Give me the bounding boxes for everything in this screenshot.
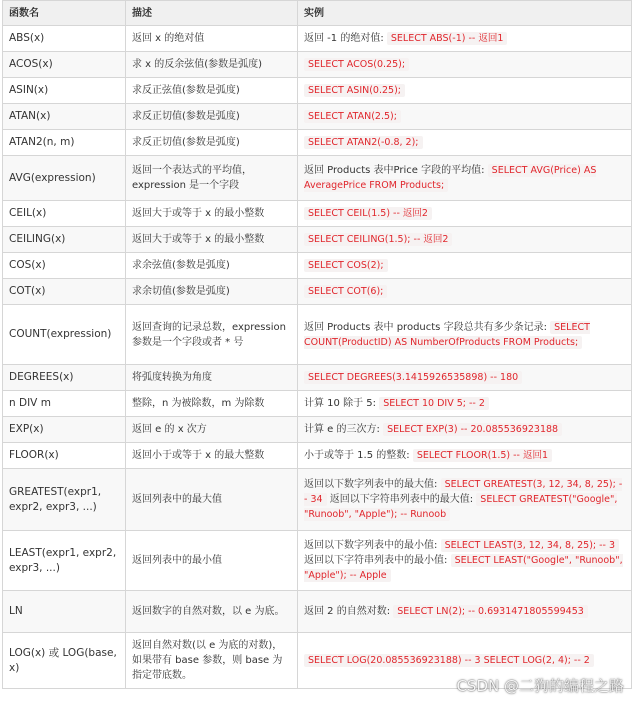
- function-example: [298, 227, 632, 253]
- table-row: [2, 531, 632, 591]
- function-example: [298, 365, 632, 391]
- table-row: [2, 417, 632, 443]
- function-example: [298, 104, 632, 130]
- function-name: GREATEST(expr1, expr2, expr3, ...): [2, 469, 126, 531]
- example-code-2: SELECT GREATEST("Google", "Runoob", "Apple"); -- Runoob: [304, 494, 618, 520]
- table-row: [2, 591, 632, 633]
- table-row: [2, 469, 632, 531]
- example-text: 小于或等于 1.5 的整数:: [304, 450, 410, 461]
- table-row: [2, 78, 632, 104]
- function-description: 返回列表中的最小值: [126, 531, 298, 591]
- function-name: LEAST(expr1, expr2, expr3, ...): [2, 531, 126, 591]
- function-example: [298, 443, 632, 469]
- function-name: CEILING(x): [2, 227, 126, 253]
- table-row: [2, 130, 632, 156]
- table-row: [2, 253, 632, 279]
- function-example: [298, 130, 632, 156]
- function-description: 求反正弦值(参数是弧度): [126, 78, 298, 104]
- function-description: 整除，n 为被除数，m 为除数: [126, 391, 298, 417]
- function-name: n DIV m: [2, 391, 126, 417]
- header-description: 描述: [126, 0, 298, 26]
- example-text-2: 返回以下字符串列表中的最大值:: [326, 494, 474, 505]
- example-text-2: 返回以下字符串列表中的最小值:: [304, 555, 448, 566]
- function-description: 求余切值(参数是弧度): [126, 279, 298, 305]
- function-example: [298, 156, 632, 201]
- table-row: [2, 227, 632, 253]
- table-row: [2, 104, 632, 130]
- example-text: 计算 e 的三次方:: [304, 424, 380, 435]
- function-name: ACOS(x): [2, 52, 126, 78]
- function-example: [298, 253, 632, 279]
- function-name: FLOOR(x): [2, 443, 126, 469]
- function-example: [298, 417, 632, 443]
- example-code: SELECT DEGREES(3.1415926535898) -- 180: [304, 371, 522, 384]
- example-code: SELECT ATAN(2.5);: [304, 110, 401, 123]
- function-example: [298, 531, 632, 591]
- function-description: 返回一个表达式的平均值，expression 是一个字段: [126, 156, 298, 201]
- function-description: 返回大于或等于 x 的最小整数: [126, 201, 298, 227]
- table-row: [2, 365, 632, 391]
- function-example: [298, 279, 632, 305]
- function-name: LN: [2, 591, 126, 633]
- example-code: SELECT CEIL(1.5) -- 返回2: [304, 207, 432, 220]
- example-code: SELECT COUNT(ProductID) AS NumberOfProducts FROM Products;: [304, 321, 590, 348]
- function-example: [298, 391, 632, 417]
- table-row: [2, 156, 632, 201]
- csdn-watermark: CSDN @二狗的编程之路: [456, 677, 624, 695]
- function-name: ATAN(x): [2, 104, 126, 130]
- example-code: SELECT AVG(Price) AS AveragePrice FROM Products;: [304, 165, 597, 191]
- function-description: 返回 x 的绝对值: [126, 26, 298, 52]
- function-example: [298, 591, 632, 633]
- table-row: [2, 443, 632, 469]
- example-code: SELECT EXP(3) -- 20.085536923188: [383, 423, 562, 436]
- function-description: 返回自然对数(以 e 为底的对数)，如果带有 base 参数，则 base 为指定带底数。: [126, 633, 298, 689]
- example-code: SELECT COT(6);: [304, 285, 387, 298]
- example-code: SELECT LEAST(3, 12, 34, 8, 25); -- 3: [441, 539, 619, 552]
- table-row: [2, 52, 632, 78]
- example-text: 计算 10 除于 5:: [304, 398, 376, 409]
- function-name: COUNT(expression): [2, 305, 126, 365]
- table-row: [2, 279, 632, 305]
- header-function-name: 函数名: [2, 0, 126, 26]
- example-code-2: SELECT LEAST("Google", "Runoob", "Apple"); -- Apple: [304, 555, 623, 581]
- example-text: 返回 Products 表中 products 字段总共有多少条记录:: [304, 321, 547, 333]
- function-description: 求反正切值(参数是弧度): [126, 104, 298, 130]
- function-name: COT(x): [2, 279, 126, 305]
- function-description: 返回查询的记录总数，expression 参数是一个字段或者 * 号: [126, 305, 298, 365]
- header-example: 实例: [298, 0, 632, 26]
- function-name: CEIL(x): [2, 201, 126, 227]
- example-text: 返回 2 的自然对数:: [304, 606, 391, 617]
- example-code: SELECT LN(2); -- 0.6931471805599453: [393, 605, 588, 618]
- example-code: SELECT FLOOR(1.5) -- 返回1: [413, 449, 552, 462]
- example-text: 返回以下数字列表中的最大值:: [304, 479, 438, 490]
- function-example: [298, 305, 632, 365]
- example-code: SELECT 10 DIV 5; -- 2: [379, 397, 489, 410]
- function-name: ASIN(x): [2, 78, 126, 104]
- function-name: ABS(x): [2, 26, 126, 52]
- function-name: EXP(x): [2, 417, 126, 443]
- function-description: 求余弦值(参数是弧度): [126, 253, 298, 279]
- example-code: SELECT ABS(-1) -- 返回1: [387, 32, 508, 45]
- function-description: 返回 e 的 x 次方: [126, 417, 298, 443]
- function-description: 返回数字的自然对数，以 e 为底。: [126, 591, 298, 633]
- function-example: [298, 201, 632, 227]
- example-text: 返回 Products 表中Price 字段的平均值:: [304, 165, 485, 176]
- function-description: 求反正切值(参数是弧度): [126, 130, 298, 156]
- table-row: [2, 201, 632, 227]
- function-example: [298, 78, 632, 104]
- example-code: SELECT LOG(20.085536923188) -- 3 SELECT LOG(2, 4); -- 2: [304, 654, 594, 667]
- example-text: 返回以下数字列表中的最小值:: [304, 540, 438, 551]
- function-name: LOG(x) 或 LOG(base, x): [2, 633, 126, 689]
- function-description: 返回小于或等于 x 的最大整数: [126, 443, 298, 469]
- function-name: DEGREES(x): [2, 365, 126, 391]
- function-example: [298, 52, 632, 78]
- function-example: [298, 26, 632, 52]
- function-name: COS(x): [2, 253, 126, 279]
- table-header-row: [2, 0, 632, 26]
- function-description: 返回列表中的最大值: [126, 469, 298, 531]
- example-code: SELECT ATAN2(-0.8, 2);: [304, 136, 423, 149]
- table-row: [2, 26, 632, 52]
- function-description: 求 x 的反余弦值(参数是弧度): [126, 52, 298, 78]
- table-row: [2, 391, 632, 417]
- example-code: SELECT GREATEST(3, 12, 34, 8, 25); -- 34: [304, 479, 623, 505]
- function-description: 将弧度转换为角度: [126, 365, 298, 391]
- function-name: AVG(expression): [2, 156, 126, 201]
- function-example: [298, 469, 632, 531]
- table-row: [2, 305, 632, 365]
- example-code: SELECT ACOS(0.25);: [304, 58, 409, 71]
- example-text: 返回 -1 的绝对值:: [304, 33, 384, 44]
- math-functions-table: [2, 0, 632, 689]
- example-code: SELECT CEILING(1.5); -- 返回2: [304, 233, 452, 246]
- function-description: 返回大于或等于 x 的最小整数: [126, 227, 298, 253]
- function-name: ATAN2(n, m): [2, 130, 126, 156]
- example-code: SELECT COS(2);: [304, 259, 388, 272]
- example-code: SELECT ASIN(0.25);: [304, 84, 405, 97]
